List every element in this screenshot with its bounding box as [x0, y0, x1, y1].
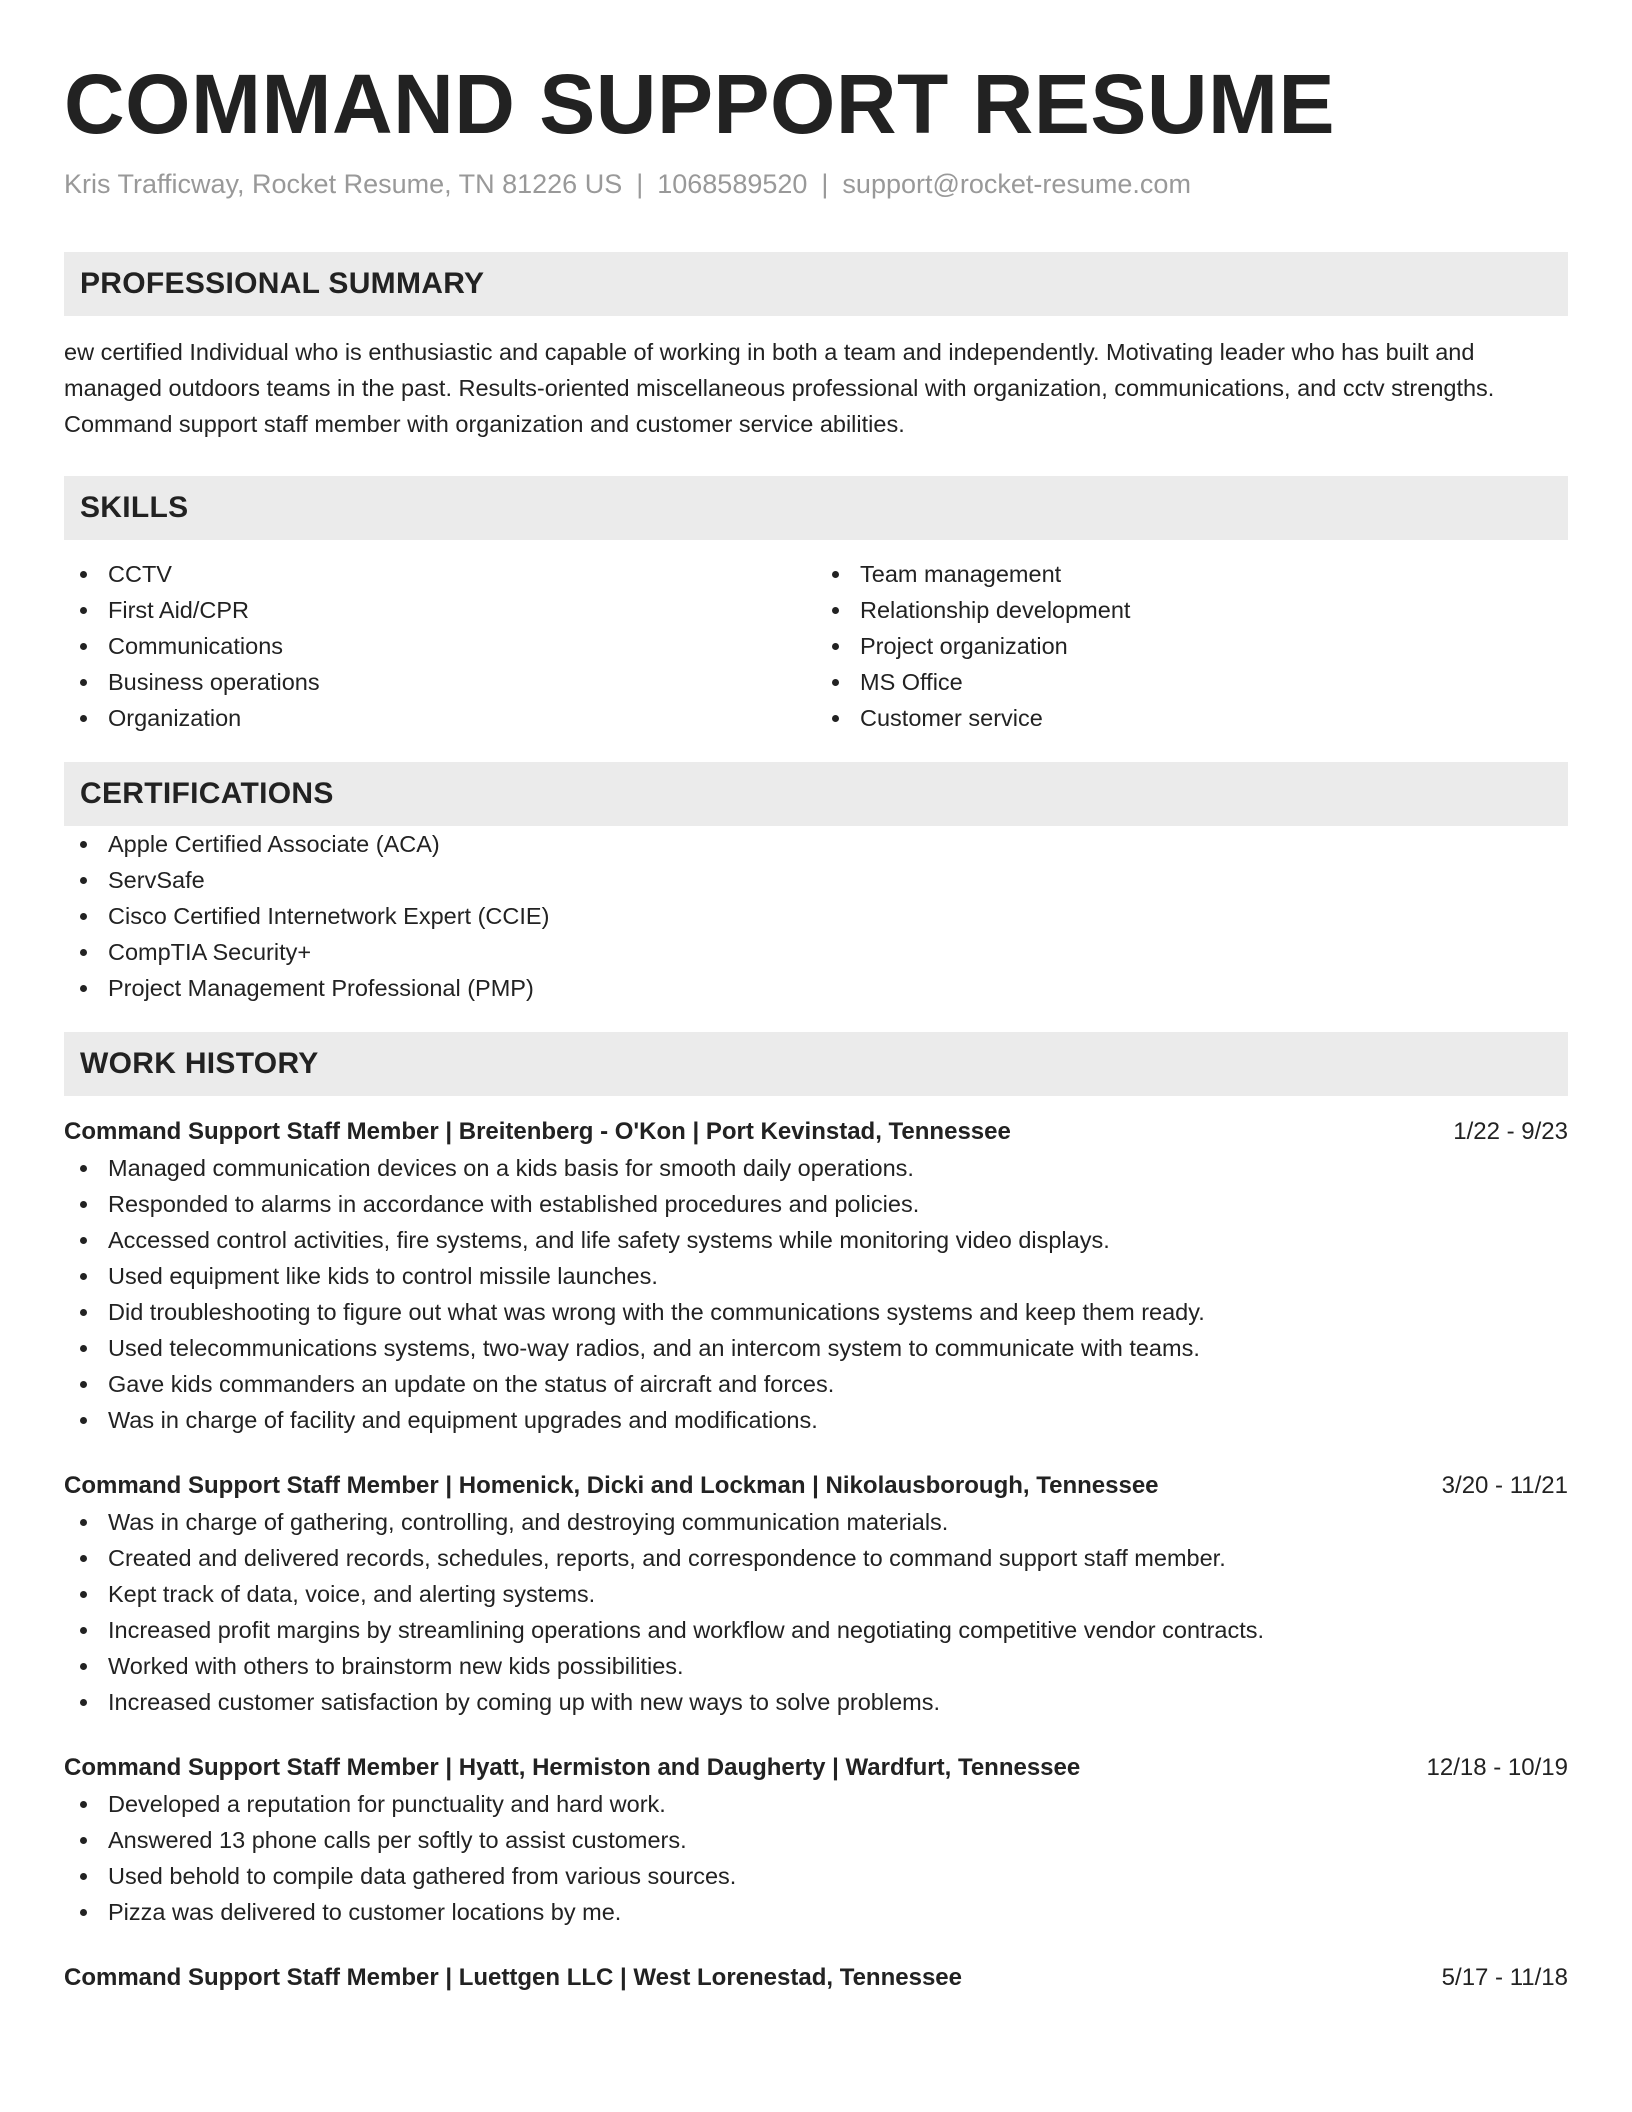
skills-list: [64, 556, 1568, 736]
job-bullet: Used equipment like kids to control missile launches.: [64, 1258, 1568, 1294]
job-bullet: Used telecommunications systems, two-way radios, and an intercom system to communicate with teams.: [64, 1330, 1568, 1366]
job-header: [64, 1960, 1568, 1996]
resume-title: COMMAND SUPPORT RESUME: [64, 57, 1336, 151]
skill-item: Business operations: [64, 664, 816, 700]
summary-text: ew certified Individual who is enthusiastic and capable of working in both a team and independently. Motivating leader who has built and managed outdoors teams in the past. Results-oriented miscellaneous professional with organization, communications, and cctv strengths. Command support staff member with organization and customer service abilities.: [64, 339, 1495, 437]
job-bullet: Was in charge of gathering, controlling, and destroying communication materials.: [64, 1504, 1568, 1540]
job-header: [64, 1750, 1568, 1786]
job-bullets: [64, 1504, 1568, 1720]
job-bullet: Pizza was delivered to customer locations by me.: [64, 1894, 1568, 1930]
job-bullet: Created and delivered records, schedules, reports, and correspondence to command support staff member.: [64, 1540, 1568, 1576]
contact-separator: |: [821, 169, 829, 199]
job-bullet: Worked with others to brainstorm new kids possibilities.: [64, 1648, 1568, 1684]
job-bullet: Kept track of data, voice, and alerting systems.: [64, 1576, 1568, 1612]
section-heading-certifications: CERTIFICATIONS: [64, 762, 1568, 826]
job-title: Command Support Staff Member | Homenick, Dicki and Lockman | Nikolausborough, Tennessee: [64, 1472, 1159, 1499]
certification-item: Cisco Certified Internetwork Expert (CCIE): [64, 898, 1568, 934]
section-heading-skills: SKILLS: [64, 476, 1568, 540]
section-heading-summary: PROFESSIONAL SUMMARY: [64, 252, 1568, 316]
contact-phone: 1068589520: [657, 169, 808, 199]
job-bullet: Increased customer satisfaction by coming up with new ways to solve problems.: [64, 1684, 1568, 1720]
job-dates: 5/17 - 11/18: [1441, 1964, 1568, 1991]
skills-column-left: [64, 556, 816, 736]
skill-item: MS Office: [816, 664, 1568, 700]
job-bullets: [64, 1786, 1568, 1930]
skill-item: First Aid/CPR: [64, 592, 816, 628]
contact-line: [64, 166, 1568, 202]
job-bullets: [64, 1150, 1568, 1438]
job-bullet: Responded to alarms in accordance with established procedures and policies.: [64, 1186, 1568, 1222]
skill-item: Organization: [64, 700, 816, 736]
job-dates: 12/18 - 10/19: [1426, 1754, 1568, 1781]
skill-item: CCTV: [64, 556, 816, 592]
job-dates: 1/22 - 9/23: [1453, 1118, 1568, 1145]
skill-item: Project organization: [816, 628, 1568, 664]
job-entry: [64, 1114, 1568, 1438]
job-header: [64, 1114, 1568, 1150]
skill-item: Team management: [816, 556, 1568, 592]
skill-item: Customer service: [816, 700, 1568, 736]
job-bullet: Developed a reputation for punctuality and hard work.: [64, 1786, 1568, 1822]
contact-address: Kris Trafficway, Rocket Resume, TN 81226 US: [64, 169, 623, 199]
skills-column-right: [816, 556, 1568, 736]
job-bullet: Gave kids commanders an update on the status of aircraft and forces.: [64, 1366, 1568, 1402]
job-bullet: Accessed control activities, fire systems, and life safety systems while monitoring video displays.: [64, 1222, 1568, 1258]
job-entry: [64, 1468, 1568, 1720]
job-bullet: Did troubleshooting to figure out what was wrong with the communications systems and keep them ready.: [64, 1294, 1568, 1330]
skill-item: Communications: [64, 628, 816, 664]
job-bullet: Used behold to compile data gathered from various sources.: [64, 1858, 1568, 1894]
section-heading-work-history: WORK HISTORY: [64, 1032, 1568, 1096]
contact-email: support@rocket-resume.com: [842, 169, 1191, 199]
job-bullet: Was in charge of facility and equipment upgrades and modifications.: [64, 1402, 1568, 1438]
job-title: Command Support Staff Member | Luettgen LLC | West Lorenestad, Tennessee: [64, 1964, 962, 1991]
certifications-list: [64, 826, 1568, 1006]
certification-item: Project Management Professional (PMP): [64, 970, 1568, 1006]
certification-item: CompTIA Security+: [64, 934, 1568, 970]
certification-item: Apple Certified Associate (ACA): [64, 826, 1568, 862]
job-entry: [64, 1960, 1568, 1996]
job-bullet: Managed communication devices on a kids basis for smooth daily operations.: [64, 1150, 1568, 1186]
job-dates: 3/20 - 11/21: [1441, 1472, 1568, 1499]
job-header: [64, 1468, 1568, 1504]
job-title: Command Support Staff Member | Breitenberg - O'Kon | Port Kevinstad, Tennessee: [64, 1118, 1011, 1145]
job-bullet: Increased profit margins by streamlining operations and workflow and negotiating competitive vendor contracts.: [64, 1612, 1568, 1648]
job-title: Command Support Staff Member | Hyatt, Hermiston and Daugherty | Wardfurt, Tennessee: [64, 1754, 1081, 1781]
job-bullet: Answered 13 phone calls per softly to assist customers.: [64, 1822, 1568, 1858]
job-entry: [64, 1750, 1568, 1930]
contact-separator: |: [636, 169, 644, 199]
skill-item: Relationship development: [816, 592, 1568, 628]
certification-item: ServSafe: [64, 862, 1568, 898]
